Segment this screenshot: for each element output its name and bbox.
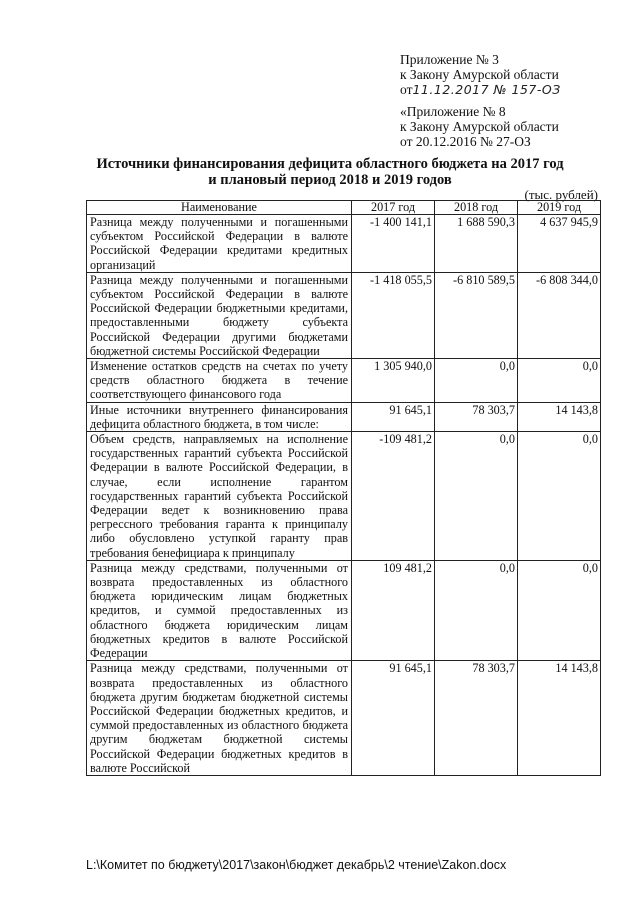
row-name: Объем средств, направляемых на исполнение государственных гарантий субъекта Российской Федерации в валюте Российской Федерации, в случае, если исполнение гарантом государственных гарантий субъекта Российской Федерации ведет к возникновению права регрессного требования гаранта к принципалу либо обусловлено уступкой гаранту прав требования бенефициара к принципалу bbox=[87, 432, 352, 561]
table-header-row bbox=[87, 201, 601, 215]
column-header-2017: 2017 год bbox=[352, 201, 435, 215]
value-2017: -1 418 055,5 bbox=[352, 272, 435, 358]
value-2018: 0,0 bbox=[435, 432, 518, 561]
table-row bbox=[87, 432, 601, 561]
value-2017: 91 645,1 bbox=[352, 661, 435, 776]
value-2019: 0,0 bbox=[518, 359, 601, 403]
value-2018: 78 303,7 bbox=[435, 402, 518, 431]
column-header-name: Наименование bbox=[87, 201, 352, 215]
row-name: Разница между полученными и погашенными субъектом Российской Федерации в валюте Российской Федерации кредитами кредитных организаций bbox=[87, 215, 352, 273]
table-row bbox=[87, 560, 601, 660]
appendix-number: Приложение № 3 bbox=[400, 52, 499, 67]
handwritten-date-number: 11.12.2017 № 157-ОЗ bbox=[412, 82, 561, 97]
column-header-2018: 2018 год bbox=[435, 201, 518, 215]
value-2017: 1 305 940,0 bbox=[352, 359, 435, 403]
table-row bbox=[87, 215, 601, 273]
row-name: Иные источники внутреннего финансирования дефицита областного бюджета, в том числе: bbox=[87, 402, 352, 431]
table-row bbox=[87, 661, 601, 776]
date-prefix: от bbox=[400, 82, 413, 97]
table-row bbox=[87, 272, 601, 358]
row-name: Изменение остатков средств на счетах по учету средств областного бюджета в течение соответствующего финансового года bbox=[87, 359, 352, 403]
value-2019: -6 808 344,0 bbox=[518, 272, 601, 358]
value-2017: 109 481,2 bbox=[352, 560, 435, 660]
row-name: Разница между средствами, полученными от возврата предоставленных из областного бюджета другим бюджетам бюджетной системы Российской Федерации бюджетных кредитов, и суммой предоставленных из областного бюджета другим бюджетам бюджетной системы Российской Федерации бюджетных кредитов в валюте Российской bbox=[87, 661, 352, 776]
row-name: Разница между средствами, полученными от возврата предоставленных из областного бюджета юридическим лицам бюджетных кредитов, и суммой предоставленных из областного бюджета юридическим лицам бюджетных кредитов в валюте Российской Федерации bbox=[87, 560, 352, 660]
value-2017: -109 481,2 bbox=[352, 432, 435, 561]
table-row bbox=[87, 402, 601, 431]
row-name: Разница между полученными и погашенными субъектом Российской Федерации в валюте Российской Федерации бюджетными кредитами, предоставленными бюджету субъекта Российской Федерации другими бюджетами бюджетной системы Российской Федерации bbox=[87, 272, 352, 358]
table-row bbox=[87, 359, 601, 403]
document-title bbox=[60, 156, 600, 188]
value-2019: 0,0 bbox=[518, 560, 601, 660]
units-label: (тыс. рублей) bbox=[524, 187, 598, 202]
title-line-2: и плановый период 2018 и 2019 годов bbox=[208, 172, 452, 188]
value-2018: 1 688 590,3 bbox=[435, 215, 518, 273]
value-2019: 14 143,8 bbox=[518, 402, 601, 431]
appendix-law-reference: к Закону Амурской области bbox=[400, 67, 559, 82]
value-2018: 0,0 bbox=[435, 560, 518, 660]
value-2018: 78 303,7 bbox=[435, 661, 518, 776]
value-2018: 0,0 bbox=[435, 359, 518, 403]
financing-sources-table bbox=[86, 200, 601, 776]
file-path-footer: L:\Комитет по бюджету\2017\закон\бюджет декабрь\2 чтение\Zakon.docx bbox=[86, 858, 507, 872]
value-2019: 0,0 bbox=[518, 432, 601, 561]
column-header-2019: 2019 год bbox=[518, 201, 601, 215]
title-line-1: Источники финансирования дефицита областного бюджета на 2017 год bbox=[96, 156, 564, 172]
appendix-date-line bbox=[400, 82, 561, 97]
appendix-header bbox=[400, 52, 561, 97]
original-law-reference: к Закону Амурской области bbox=[400, 119, 559, 134]
value-2017: 91 645,1 bbox=[352, 402, 435, 431]
value-2017: -1 400 141,1 bbox=[352, 215, 435, 273]
original-appendix-header bbox=[400, 104, 559, 149]
original-law-date: от 20.12.2016 № 27-ОЗ bbox=[400, 134, 531, 149]
value-2019: 14 143,8 bbox=[518, 661, 601, 776]
original-appendix-number: «Приложение № 8 bbox=[400, 104, 506, 119]
value-2018: -6 810 589,5 bbox=[435, 272, 518, 358]
value-2019: 4 637 945,9 bbox=[518, 215, 601, 273]
